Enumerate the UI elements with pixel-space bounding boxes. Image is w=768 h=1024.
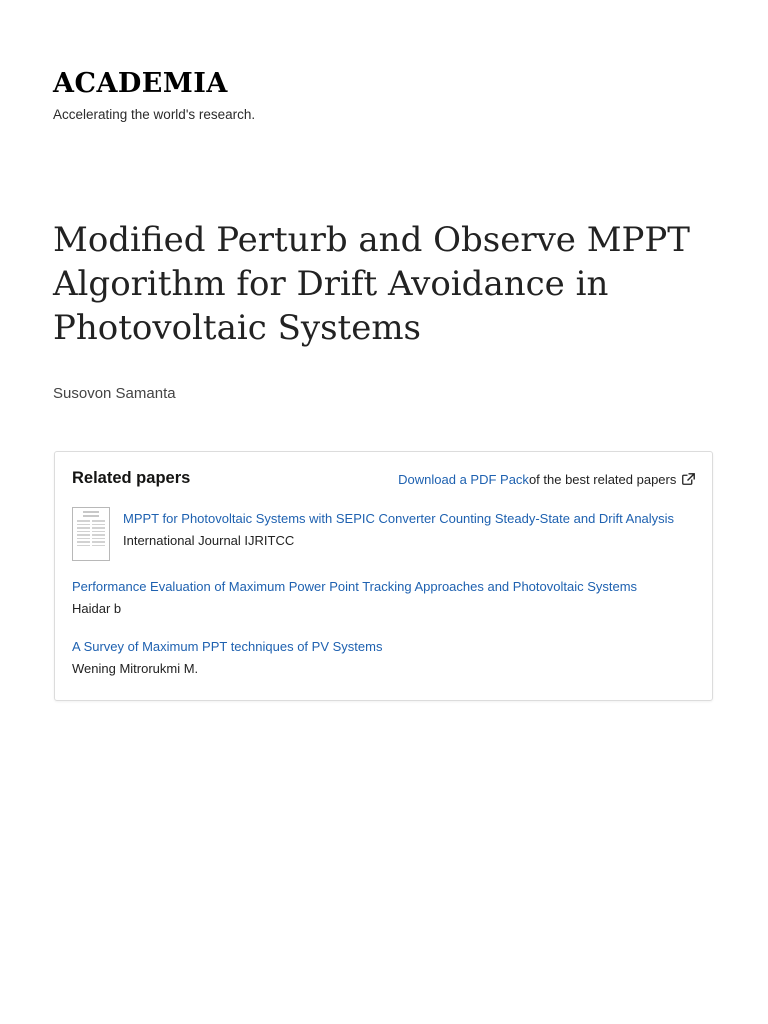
related-papers-box [54,451,713,701]
related-paper-title-link[interactable]: A Survey of Maximum PPT techniques of PV Systems [72,639,383,654]
related-paper-author: Wening Mitrorukmi M. [72,661,199,676]
related-paper-item [72,507,694,563]
academia-logo[interactable]: ACADEMIA [53,68,228,99]
related-paper-item [72,639,694,677]
tagline: Accelerating the world's research. [53,107,256,122]
pdf-pack-line [398,472,695,487]
related-paper-item [72,579,694,617]
related-papers-heading: Related papers [72,469,191,487]
external-link-icon[interactable] [682,473,695,485]
download-pdf-pack-suffix: of the best related papers [528,472,677,487]
paper-thumbnail[interactable] [72,507,110,561]
related-paper-title-link[interactable]: Performance Evaluation of Maximum Power Point Tracking Approaches and Photovoltaic Systems [72,579,638,594]
related-paper-author: Haidar b [72,601,122,616]
download-pdf-pack-link[interactable]: Download a PDF Pack [398,472,529,487]
paper-author: Susovon Samanta [53,385,176,402]
paper-title: Modified Perturb and Observe MPPT Algorithm for Drift Avoidance in Photovoltaic Systems [53,220,690,348]
related-paper-author: International Journal IJRITCC [123,533,295,548]
related-paper-title-link[interactable]: MPPT for Photovoltaic Systems with SEPIC Converter Counting Steady-State and Drift Analysis [123,511,675,526]
